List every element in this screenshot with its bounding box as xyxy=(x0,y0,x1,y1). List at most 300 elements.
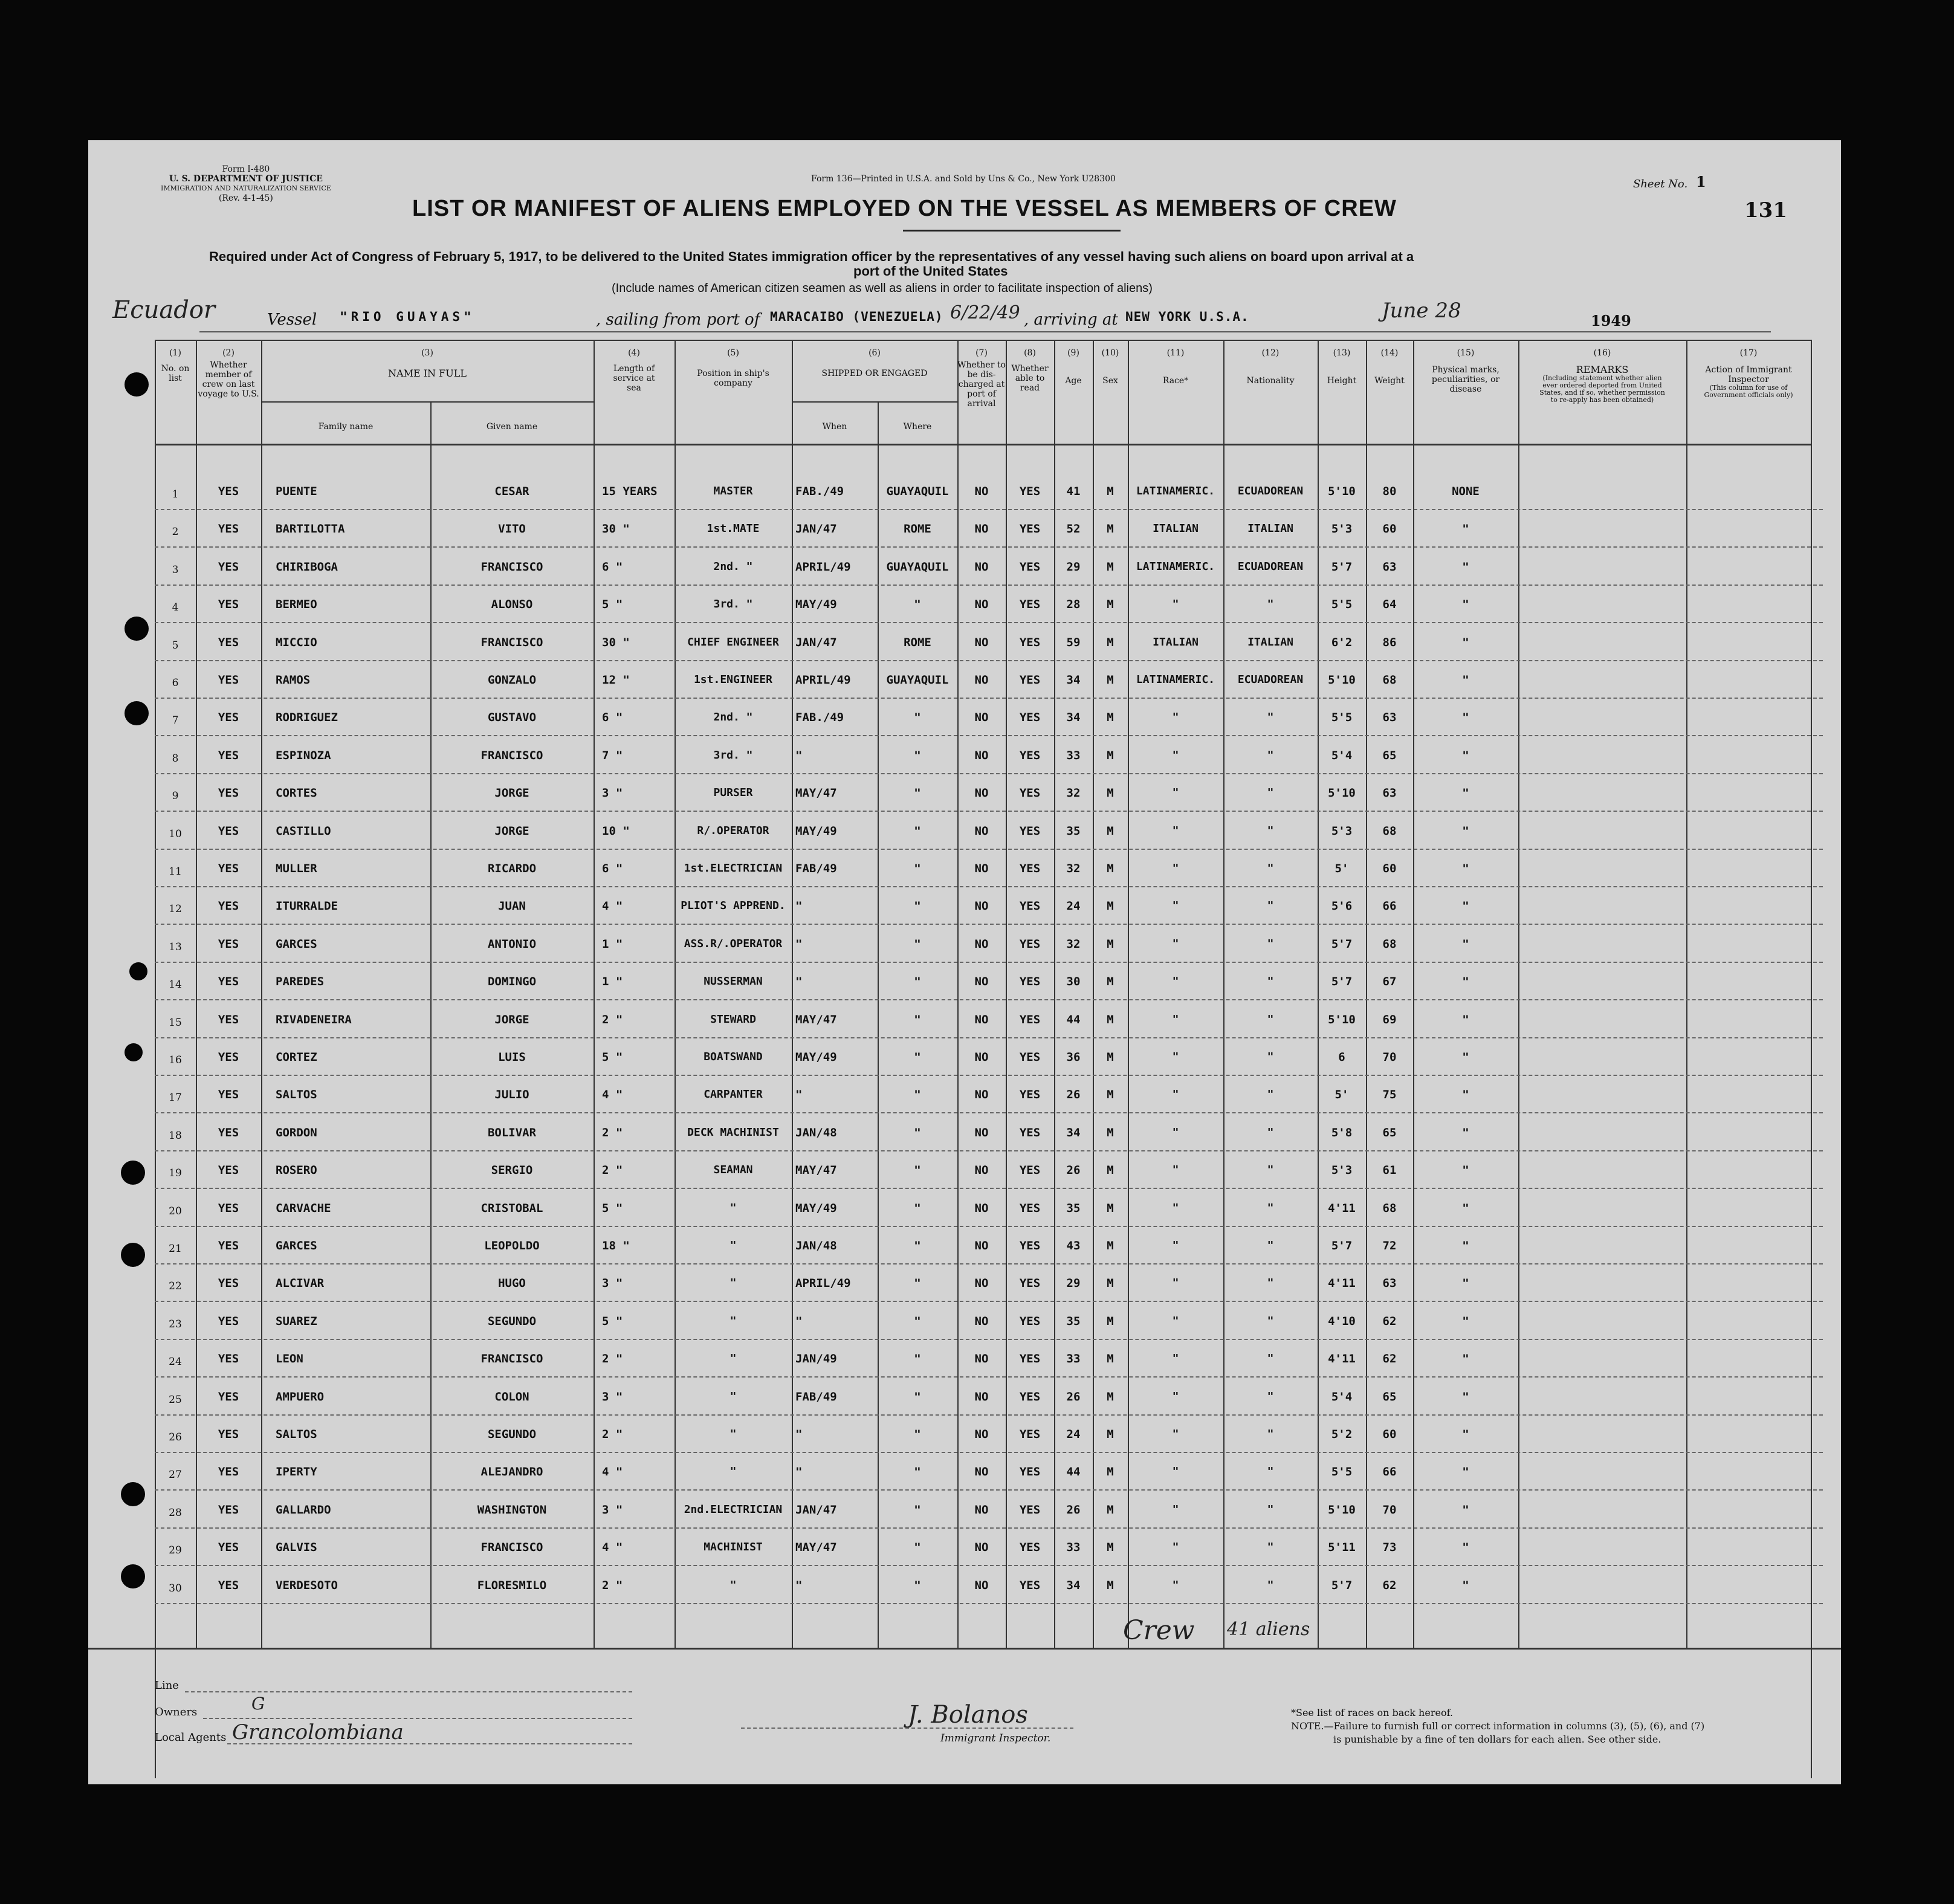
cell-position: " xyxy=(730,1390,737,1403)
cell-nationality: " xyxy=(1267,711,1274,724)
col17-header: (17) Action of Immigrant Inspector (This column for use of Government officials only) xyxy=(1704,348,1793,399)
cell-where: " xyxy=(914,1164,921,1177)
line-label: Line xyxy=(155,1679,179,1692)
table-top-border xyxy=(155,340,1811,341)
row-dotted-line xyxy=(155,773,1823,774)
cell-age: 34 xyxy=(1066,1578,1081,1592)
cell-no: 20 xyxy=(169,1205,182,1217)
cell-given: DOMINGO xyxy=(487,975,537,989)
cell-no: 6 xyxy=(172,677,179,689)
row-dotted-line xyxy=(155,584,1823,586)
cell-age: 35 xyxy=(1066,824,1081,838)
cell-where: " xyxy=(914,1088,921,1102)
cell-sex: M xyxy=(1107,1277,1114,1290)
row-dotted-line xyxy=(155,509,1823,510)
row-dotted-line xyxy=(155,698,1823,699)
printer-line: Form 136—Printed in U.S.A. and Sold by Uns & Co., New York U28300 xyxy=(811,174,1116,184)
cell-position: " xyxy=(730,1314,737,1327)
punch-hole xyxy=(125,1043,143,1061)
cell-given: COLON xyxy=(494,1390,529,1404)
cell-given: JORGE xyxy=(494,786,529,800)
cell-given: JULIO xyxy=(494,1088,529,1102)
cell-discharged: NO xyxy=(974,1088,989,1102)
cell-age: 24 xyxy=(1066,899,1081,913)
table-row xyxy=(88,1115,1841,1153)
cell-member: YES xyxy=(218,1390,239,1404)
cell-age: 34 xyxy=(1066,1125,1081,1139)
cell-discharged: NO xyxy=(974,937,989,951)
cell-given: GUSTAVO xyxy=(487,711,537,725)
cell-read: YES xyxy=(1019,1088,1041,1102)
fine-note-2: is punishable by a fine of ten dollars for each alien. See other side. xyxy=(1333,1734,1661,1745)
row-dotted-line xyxy=(155,1527,1823,1529)
required-line-2: port of the United States xyxy=(853,264,1008,279)
cell-marks: " xyxy=(1462,673,1469,687)
col4-header: (4) Length of service at sea xyxy=(613,348,655,393)
table-row xyxy=(88,1228,1841,1266)
cell-race: " xyxy=(1172,1277,1179,1290)
cell-sex: M xyxy=(1107,786,1114,800)
cell-family: GARCES xyxy=(276,937,317,951)
cell-age: 24 xyxy=(1066,1428,1081,1441)
cell-when: " xyxy=(795,1578,803,1592)
cell-given: SERGIO xyxy=(491,1164,533,1177)
cell-race: " xyxy=(1172,1390,1179,1403)
cell-age: 34 xyxy=(1066,673,1081,687)
cell-where: " xyxy=(914,1390,921,1404)
cell-no: 18 xyxy=(169,1129,182,1142)
col14-header: (14) Weight xyxy=(1374,348,1405,386)
cell-where: " xyxy=(914,1125,921,1139)
name-sub-line xyxy=(261,401,594,403)
cell-where: " xyxy=(914,937,921,951)
cell-service: 2 " xyxy=(602,1428,623,1441)
cell-given: ALONSO xyxy=(491,598,533,612)
cell-read: YES xyxy=(1019,1503,1041,1517)
cell-marks: " xyxy=(1462,862,1469,875)
cell-when: APRIL/49 xyxy=(795,560,851,574)
cell-height: 5'4 xyxy=(1331,1390,1353,1404)
cell-sex: M xyxy=(1107,1051,1114,1064)
cell-position: 1st.MATE xyxy=(707,522,760,536)
cell-age: 32 xyxy=(1066,937,1081,951)
cell-when: APRIL/49 xyxy=(795,673,851,687)
col10-header: (10) Sex xyxy=(1101,348,1119,386)
cell-member: YES xyxy=(218,1503,239,1517)
cell-marks: " xyxy=(1462,598,1469,612)
cell-height: 5'10 xyxy=(1328,1012,1356,1026)
cell-member: YES xyxy=(218,937,239,951)
required-line-1: Required under Act of Congress of February 5, 1917, to be delivered to the United States immigration officer by the representatives of any vessel having such aliens on board upon arrival at a xyxy=(209,249,1414,264)
arrival-date-handwritten: June 28 xyxy=(1382,299,1461,323)
cell-where: " xyxy=(914,711,921,725)
cell-read: YES xyxy=(1019,748,1041,762)
cell-discharged: NO xyxy=(974,786,989,800)
cell-given: BOLIVAR xyxy=(487,1125,537,1139)
col12-header: (12) Nationality xyxy=(1246,348,1295,386)
cell-weight: 63 xyxy=(1382,711,1397,725)
col7-header: (7) Whether to be dis-charged at port of arrival xyxy=(957,348,1006,409)
punch-hole xyxy=(129,962,147,980)
cell-where: GUAYAQUIL xyxy=(886,673,949,687)
cell-read: YES xyxy=(1019,899,1041,913)
cell-marks: " xyxy=(1462,1314,1469,1328)
cell-age: 26 xyxy=(1066,1164,1081,1177)
cell-service: 6 " xyxy=(602,711,623,725)
cell-discharged: NO xyxy=(974,1012,989,1026)
cell-service: 6 " xyxy=(602,560,623,574)
cell-race: " xyxy=(1172,1578,1179,1592)
cell-position: PLIOT'S APPREND. xyxy=(681,899,786,913)
cell-service: 15 YEARS xyxy=(602,485,658,498)
cell-position: PURSER xyxy=(713,786,753,800)
cell-marks: " xyxy=(1462,1125,1469,1139)
cell-weight: 80 xyxy=(1382,485,1397,498)
cell-when: MAY/47 xyxy=(795,786,837,800)
cell-height: 5' xyxy=(1334,1088,1349,1102)
cell-given: SEGUNDO xyxy=(487,1314,537,1328)
cell-no: 3 xyxy=(172,563,179,576)
cell-no: 10 xyxy=(169,827,182,840)
cell-when: " xyxy=(795,748,803,762)
cell-nationality: " xyxy=(1267,1125,1274,1139)
cell-given: FLORESMILO xyxy=(477,1578,547,1592)
cell-weight: 63 xyxy=(1382,560,1397,574)
cell-height: 5'2 xyxy=(1331,1428,1353,1441)
cell-discharged: NO xyxy=(974,598,989,612)
cell-position: STEWARD xyxy=(710,1012,756,1026)
row-dotted-line xyxy=(155,1263,1823,1264)
cell-race: " xyxy=(1172,1541,1179,1554)
col11-header: (11) Race* xyxy=(1162,348,1189,386)
cell-discharged: NO xyxy=(974,1352,989,1366)
row-dotted-line xyxy=(155,999,1823,1000)
cell-family: MICCIO xyxy=(276,635,317,649)
cell-height: 5'7 xyxy=(1331,560,1353,574)
cell-no: 4 xyxy=(172,601,179,614)
cell-weight: 62 xyxy=(1382,1352,1397,1366)
cell-height: 5'4 xyxy=(1331,748,1353,762)
cell-race: " xyxy=(1172,1352,1179,1365)
country-handwritten: Ecuador xyxy=(112,296,216,324)
cell-service: 7 " xyxy=(602,748,623,762)
cell-weight: 62 xyxy=(1382,1578,1397,1592)
cell-height: 6 xyxy=(1338,1051,1345,1064)
cell-read: YES xyxy=(1019,1578,1041,1592)
cell-nationality: " xyxy=(1267,862,1274,875)
punch-hole xyxy=(121,1161,145,1185)
cell-when: APRIL/49 xyxy=(795,1277,851,1290)
include-note: (Include names of American citizen seamen as well as aliens in order to facilitate inspection of aliens) xyxy=(612,282,1153,295)
cell-family: GALVIS xyxy=(276,1541,317,1555)
cell-age: 33 xyxy=(1066,1352,1081,1366)
vessel-label: Vessel xyxy=(267,311,317,329)
cell-member: YES xyxy=(218,786,239,800)
cell-discharged: NO xyxy=(974,1578,989,1592)
cell-marks: " xyxy=(1462,748,1469,762)
vessel-name: "RIO GUAYAS" xyxy=(340,309,475,324)
cell-when: FAB/49 xyxy=(795,1390,837,1404)
cell-sex: M xyxy=(1107,975,1114,989)
row-dotted-line xyxy=(155,1301,1823,1302)
aliens-count-handwritten: 41 aliens xyxy=(1227,1619,1310,1640)
cell-nationality: " xyxy=(1267,1465,1274,1478)
cell-marks: " xyxy=(1462,1465,1469,1479)
cell-when: FAB/49 xyxy=(795,862,837,875)
table-row xyxy=(88,851,1841,889)
row-dotted-line xyxy=(155,1565,1823,1566)
col5-header: (5) Position in ship's company xyxy=(697,348,769,388)
cell-nationality: " xyxy=(1267,786,1274,800)
cell-position: ASS.R/.OPERATOR xyxy=(684,937,783,950)
punch-hole xyxy=(125,617,149,641)
cell-position: " xyxy=(730,1352,737,1365)
cell-marks: " xyxy=(1462,1428,1469,1441)
family-name-header: Family name xyxy=(318,422,374,432)
cell-discharged: NO xyxy=(974,1277,989,1290)
cell-race: LATINAMERIC. xyxy=(1136,673,1215,686)
cell-discharged: NO xyxy=(974,975,989,989)
cell-nationality: " xyxy=(1267,1541,1274,1554)
cell-service: 2 " xyxy=(602,1012,623,1026)
cell-sex: M xyxy=(1107,1503,1114,1517)
cell-read: YES xyxy=(1019,1314,1041,1328)
cell-height: 5'5 xyxy=(1331,1465,1353,1479)
cell-no: 25 xyxy=(169,1393,182,1406)
cell-member: YES xyxy=(218,560,239,574)
cell-race: " xyxy=(1172,824,1179,837)
cell-sex: M xyxy=(1107,1541,1114,1555)
cell-discharged: NO xyxy=(974,1541,989,1555)
cell-given: JORGE xyxy=(494,824,529,838)
cell-given: ALEJANDRO xyxy=(480,1465,543,1479)
cell-service: 30 " xyxy=(602,635,630,649)
cell-position: " xyxy=(730,1578,737,1592)
cell-given: HUGO xyxy=(498,1277,526,1290)
cell-nationality: " xyxy=(1267,975,1274,988)
row-dotted-line xyxy=(155,735,1823,736)
cell-read: YES xyxy=(1019,1428,1041,1441)
cell-nationality: ITALIAN xyxy=(1247,522,1293,536)
cell-marks: " xyxy=(1462,1352,1469,1366)
cell-position: R/.OPERATOR xyxy=(697,824,769,837)
cell-discharged: NO xyxy=(974,862,989,875)
cell-race: " xyxy=(1172,1465,1179,1478)
cell-age: 41 xyxy=(1066,485,1081,498)
sailing-label: , sailing from port of xyxy=(596,311,760,329)
cell-marks: " xyxy=(1462,786,1469,800)
row-dotted-line xyxy=(155,1112,1823,1113)
cell-read: YES xyxy=(1019,485,1041,498)
cell-family: GARCES xyxy=(276,1239,317,1252)
where-header: Where xyxy=(903,422,932,432)
cell-discharged: NO xyxy=(974,485,989,498)
cell-when: MAY/47 xyxy=(795,1164,837,1177)
cell-sex: M xyxy=(1107,1390,1114,1404)
cell-service: 10 " xyxy=(602,824,630,838)
cell-given: RICARDO xyxy=(487,862,537,875)
shipped-sub-line xyxy=(792,401,957,403)
given-name-header: Given name xyxy=(486,422,538,432)
cell-when: " xyxy=(795,899,803,913)
cell-no: 2 xyxy=(172,526,179,539)
cell-family: CORTEZ xyxy=(276,1051,317,1064)
cell-marks: " xyxy=(1462,1277,1469,1290)
table-row xyxy=(88,1191,1841,1228)
row-dotted-line xyxy=(155,1075,1823,1076)
table-row xyxy=(88,511,1841,549)
cell-read: YES xyxy=(1019,560,1041,574)
cell-weight: 73 xyxy=(1382,1541,1397,1555)
cell-discharged: NO xyxy=(974,1314,989,1328)
cell-given: FRANCISCO xyxy=(480,748,543,762)
cell-height: 5'8 xyxy=(1331,1125,1353,1139)
cell-position: 3rd. " xyxy=(713,598,753,611)
title-underline xyxy=(903,230,1121,232)
cell-height: 5'7 xyxy=(1331,975,1353,989)
races-note: *See list of races on back hereof. xyxy=(1291,1707,1454,1718)
cell-where: " xyxy=(914,1503,921,1517)
cell-nationality: " xyxy=(1267,1164,1274,1177)
row-dotted-line xyxy=(155,1226,1823,1227)
cell-family: SUAREZ xyxy=(276,1314,317,1328)
cell-where: " xyxy=(914,1465,921,1479)
cell-race: " xyxy=(1172,786,1179,800)
cell-discharged: NO xyxy=(974,560,989,574)
cell-sex: M xyxy=(1107,1088,1114,1102)
cell-position: 3rd. " xyxy=(713,748,753,762)
cell-sex: M xyxy=(1107,598,1114,612)
cell-marks: " xyxy=(1462,711,1469,725)
cell-given: LUIS xyxy=(498,1051,526,1064)
cell-where: ROME xyxy=(904,522,931,536)
table-row xyxy=(88,1341,1841,1379)
row-dotted-line xyxy=(155,962,1823,963)
table-row xyxy=(88,1304,1841,1341)
cell-position: " xyxy=(730,1465,737,1478)
cell-position: BOATSWAND xyxy=(704,1051,763,1063)
cell-nationality: " xyxy=(1267,1012,1274,1026)
row-dotted-line xyxy=(155,622,1823,623)
inspector-signature: J. Bolanos xyxy=(908,1701,1028,1729)
cell-height: 4'11 xyxy=(1328,1277,1356,1290)
cell-weight: 63 xyxy=(1382,786,1397,800)
cell-sex: M xyxy=(1107,1314,1114,1328)
table-row xyxy=(88,1077,1841,1115)
cell-family: RODRIGUEZ xyxy=(276,711,338,725)
cell-sex: M xyxy=(1107,862,1114,875)
row-dotted-line xyxy=(155,1150,1823,1151)
cell-member: YES xyxy=(218,673,239,687)
cell-sex: M xyxy=(1107,1012,1114,1026)
cell-family: BARTILOTTA xyxy=(276,522,345,536)
cell-family: SALTOS xyxy=(276,1428,317,1441)
cell-read: YES xyxy=(1019,1012,1041,1026)
cell-where: " xyxy=(914,1277,921,1290)
cell-read: YES xyxy=(1019,1352,1041,1366)
cell-height: 4'10 xyxy=(1328,1314,1356,1328)
cell-given: FRANCISCO xyxy=(480,1541,543,1555)
cell-age: 35 xyxy=(1066,1201,1081,1215)
punch-hole xyxy=(121,1564,145,1588)
cell-no: 11 xyxy=(169,866,182,878)
cell-age: 59 xyxy=(1066,635,1081,649)
inspector-label: Immigrant Inspector. xyxy=(940,1732,1051,1744)
cell-position: 2nd.ELECTRICIAN xyxy=(684,1503,783,1516)
cell-when: " xyxy=(795,937,803,951)
cell-family: ROSERO xyxy=(276,1164,317,1177)
cell-weight: 63 xyxy=(1382,1277,1397,1290)
cell-sex: M xyxy=(1107,748,1114,762)
cell-age: 28 xyxy=(1066,598,1081,612)
revision: (Rev. 4-1-45) xyxy=(218,193,273,203)
cell-service: 2 " xyxy=(602,1352,623,1366)
cell-weight: 66 xyxy=(1382,1465,1397,1479)
cell-no: 22 xyxy=(169,1280,182,1293)
departure-port: MARACAIBO (VENEZUELA) xyxy=(770,309,943,324)
cell-when: MAY/47 xyxy=(795,1541,837,1555)
cell-when: " xyxy=(795,1314,803,1328)
cell-height: 5'7 xyxy=(1331,1239,1353,1252)
cell-nationality: " xyxy=(1267,824,1274,837)
cell-sex: M xyxy=(1107,635,1114,649)
departure-date-handwritten: 6/22/49 xyxy=(950,302,1020,323)
cell-height: 5'6 xyxy=(1331,899,1353,913)
cell-sex: M xyxy=(1107,711,1114,725)
cell-age: 52 xyxy=(1066,522,1081,536)
cell-given: FRANCISCO xyxy=(480,560,543,574)
cell-discharged: NO xyxy=(974,711,989,725)
cell-service: 3 " xyxy=(602,1390,623,1404)
cell-position: " xyxy=(730,1428,737,1440)
cell-position: 2nd. " xyxy=(713,711,753,724)
cell-marks: " xyxy=(1462,899,1469,913)
arrival-year: 1949 xyxy=(1591,312,1631,329)
cell-member: YES xyxy=(218,1239,239,1252)
cell-family: IPERTY xyxy=(276,1465,317,1479)
cell-weight: 68 xyxy=(1382,1201,1397,1215)
cell-race: ITALIAN xyxy=(1153,635,1199,649)
cell-where: ROME xyxy=(904,635,931,649)
cell-discharged: NO xyxy=(974,1465,989,1479)
cell-nationality: " xyxy=(1267,1390,1274,1403)
cell-age: 43 xyxy=(1066,1239,1081,1252)
cell-position: MASTER xyxy=(713,485,753,497)
cell-nationality: ECUADOREAN xyxy=(1237,673,1304,686)
cell-position: 1st.ENGINEER xyxy=(693,673,773,686)
cell-weight: 70 xyxy=(1382,1503,1397,1517)
cell-no: 15 xyxy=(169,1016,182,1029)
cell-race: " xyxy=(1172,598,1179,611)
cell-race: LATINAMERIC. xyxy=(1136,560,1215,573)
cell-when: JAN/49 xyxy=(795,1352,837,1366)
manifest-title: LIST OR MANIFEST OF ALIENS EMPLOYED ON THE VESSEL AS MEMBERS OF CREW xyxy=(412,196,1397,221)
cell-sex: M xyxy=(1107,824,1114,838)
cell-nationality: " xyxy=(1267,1201,1274,1214)
cell-position: SEAMAN xyxy=(713,1164,753,1177)
cell-family: PUENTE xyxy=(276,485,317,498)
cell-no: 28 xyxy=(169,1506,182,1519)
cell-nationality: " xyxy=(1267,1088,1274,1101)
cell-discharged: NO xyxy=(974,1428,989,1441)
cell-member: YES xyxy=(218,824,239,838)
cell-marks: " xyxy=(1462,1578,1469,1592)
cell-service: 4 " xyxy=(602,1541,623,1555)
cell-race: ITALIAN xyxy=(1153,522,1199,536)
form-block xyxy=(161,164,331,203)
cell-no: 13 xyxy=(169,941,182,953)
cell-service: 4 " xyxy=(602,1088,623,1102)
